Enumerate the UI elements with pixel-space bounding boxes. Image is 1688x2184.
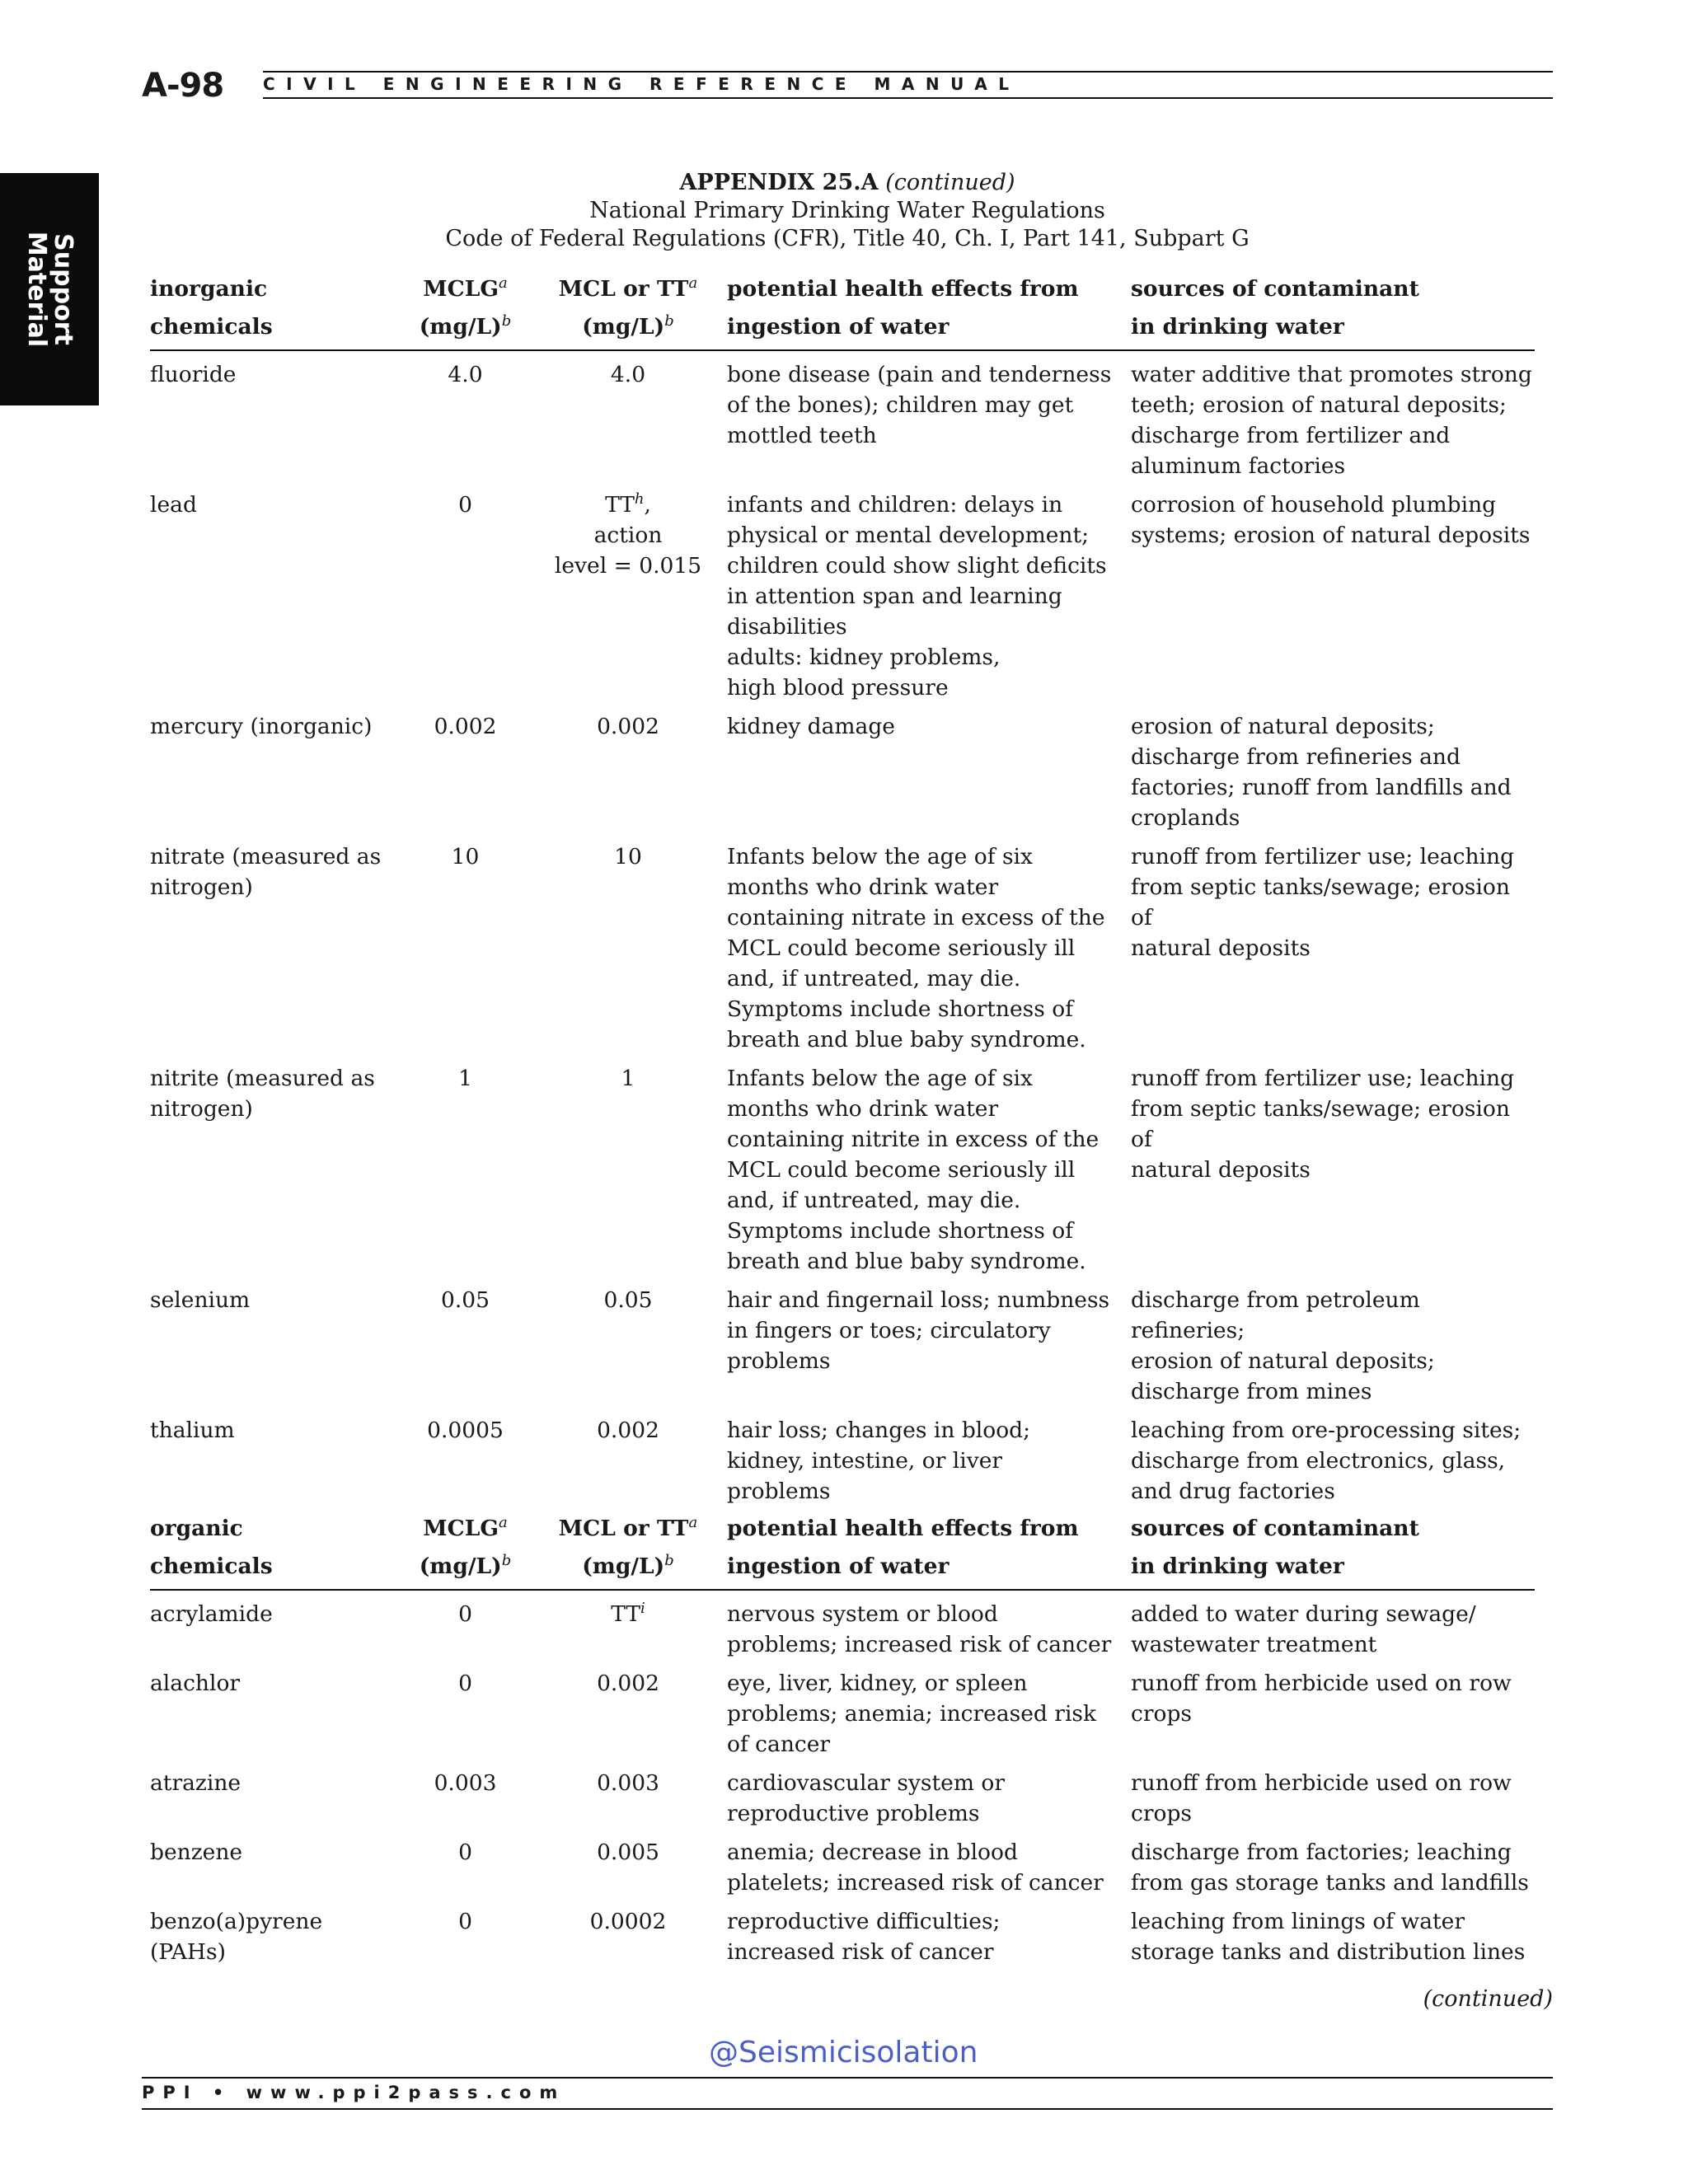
table-row [150,1055,1535,1277]
health-effects-cell: hair loss; changes in blood; kidney, intestine, or liver problems [727,1418,1031,1504]
health-effects-cell: reproductive difficulties; increased risk of cancer [727,1909,1001,1965]
organic-chemicals-table [150,1510,1535,1967]
header-health-effects: potential health effects from ingestion of water [727,270,1131,350]
mcl-cell: 0.002 [597,1671,659,1696]
health-effects-cell: kidney damage [727,714,895,739]
mcl-cell: 4.0 [610,362,646,387]
table-row [150,350,1535,481]
health-effects-cell: anemia; decrease in blood platelets; increased risk of cancer [727,1840,1104,1896]
health-effects-cell: cardiovascular system or reproductive problems [727,1770,1006,1826]
sources-cell: discharge from petroleum refineries; erosion of natural deposits; discharge from mines [1131,1287,1435,1404]
mclg-cell: 0 [458,1671,472,1696]
mclg-cell: 0 [458,1601,472,1627]
mclg-cell: 4.0 [448,362,483,387]
mcl-cell: 0.002 [597,1418,659,1443]
table-row [150,1590,1535,1660]
sources-cell: water additive that promotes strong teeth; erosion of natural deposits; discharge from fertilizer and aluminum factories [1131,362,1532,479]
table-row [150,833,1535,1055]
header-chemicals: inorganic chemicals [150,270,401,350]
mcl-cell: $TT^h$, action level = 0.015 [554,490,702,579]
chemical-name-cell: selenium [150,1287,251,1313]
sources-cell: runoff from herbicide used on row crops [1131,1770,1512,1826]
table-row [150,703,1535,833]
sources-cell: corrosion of household plumbing systems; erosion of natural deposits [1131,492,1531,548]
sources-cell: discharge from factories; leaching from gas storage tanks and landfills [1131,1840,1529,1896]
footer-publisher: PPI • www.ppi2pass.com [142,2083,566,2102]
table-caption [142,169,1553,253]
side-tab-label: Support Material [22,231,77,348]
mclg-cell: 1 [458,1066,472,1091]
mclg-cell: 10 [451,844,480,869]
header-mclg: MCLG$^a$ $(mg/L)^b$ [401,270,529,350]
inorganic-chemicals-table [150,270,1535,1507]
caption-line-2: National Primary Drinking Water Regulations [589,198,1105,223]
mcl-cell: 0.003 [597,1770,659,1796]
sources-cell: leaching from ore-processing sites; discharge from electronics, glass, and drug factories [1131,1418,1522,1504]
header-mcl: MCL or $TT^a$ $(mg/L)^b$ [529,270,727,350]
chemical-name-cell: benzo(a)pyrene (PAHs) [150,1909,323,1965]
header-rule-bottom [263,97,1553,99]
mclg-cell: 0.002 [434,714,497,739]
table-header-row [150,270,1535,350]
mclg-cell: 0 [458,492,472,518]
running-title: CIVIL ENGINEERING REFERENCE MANUAL [263,74,1020,94]
header-health-effects: potential health effects from ingestion of water [727,1510,1131,1590]
health-effects-cell: infants and children: delays in physical or mental development; children could show slight deficits in attention span and learning disabilities adults: kidney problems, high blood pressure [727,492,1107,701]
header-chemicals: organic chemicals [150,1510,401,1590]
table-row [150,1829,1535,1898]
table-row [150,1277,1535,1407]
mcl-cell: 1 [621,1066,635,1091]
organic-table-body [150,1590,1535,1967]
health-effects-cell: hair and fingernail loss; numbness in fingers or toes; circulatory problems [727,1287,1110,1374]
mclg-cell: 0 [458,1909,472,1934]
health-effects-cell: Infants below the age of six months who drink water containing nitrate in excess of the MCL could become seriously ill and, if untreated, may die. Symptoms include shortness of breath and blue baby syndrome. [727,844,1105,1052]
watermark-text: @Seismicisolation [709,2036,978,2069]
health-effects-cell: nervous system or blood problems; increased risk of cancer [727,1601,1112,1657]
mcl-cell: 0.002 [597,714,659,739]
table-header-row [150,1510,1535,1590]
mcl-cell: 0.0002 [589,1909,667,1934]
mcl-cell: 0.005 [597,1840,659,1865]
header-sources: sources of contaminant in drinking water [1131,1510,1535,1590]
table-row [150,1898,1535,1967]
appendix-continued: (continued) [885,170,1015,195]
sources-cell: leaching from linings of water storage tanks and distribution lines [1131,1909,1526,1965]
chemical-name-cell: lead [150,492,197,518]
health-effects-cell: eye, liver, kidney, or spleen problems; anemia; increased risk of cancer [727,1671,1097,1757]
chemical-name-cell: acrylamide [150,1601,273,1627]
sources-cell: runoff from fertilizer use; leaching from septic tanks/sewage; erosion of natural deposits [1131,1066,1515,1183]
sources-cell: runoff from fertilizer use; leaching from septic tanks/sewage; erosion of natural deposits [1131,844,1515,961]
header-sources: sources of contaminant in drinking water [1131,270,1535,350]
health-effects-cell: Infants below the age of six months who drink water containing nitrite in excess of the MCL could become seriously ill and, if untreated, may die. Symptoms include shortness of breath and blue baby syndrome. [727,1066,1100,1274]
mclg-cell: 0.05 [440,1287,490,1313]
chemical-name-cell: fluoride [150,362,237,387]
mclg-cell: 0.003 [434,1770,497,1796]
sources-cell: runoff from herbicide used on row crops [1131,1671,1512,1727]
sources-cell: erosion of natural deposits; discharge from refineries and factories; runoff from landfills and croplands [1131,714,1512,831]
sources-cell: added to water during sewage/ wastewater treatment [1131,1601,1476,1657]
continued-note: (continued) [1423,1986,1553,2012]
chemical-name-cell: benzene [150,1840,243,1865]
header-mcl: MCL or $TT^a$ $(mg/L)^b$ [529,1510,727,1590]
mclg-cell: 0.0005 [427,1418,504,1443]
caption-line-3: Code of Federal Regulations (CFR), Title 40, Ch. I, Part 141, Subpart G [445,226,1250,251]
chemical-name-cell: mercury (inorganic) [150,714,373,739]
mclg-cell: 0 [458,1840,472,1865]
footer-rule-bottom [142,2108,1553,2110]
mcl-cell: 0.05 [603,1287,653,1313]
page-number: A-98 [142,67,224,105]
table-row [150,1407,1535,1507]
chemical-name-cell: alachlor [150,1671,241,1696]
header-mclg: MCLG$^a$ $(mg/L)^b$ [401,1510,529,1590]
chemical-name-cell: atrazine [150,1770,241,1796]
table-row [150,1760,1535,1829]
caption-line-1 [142,169,1553,197]
header-rule-top [263,71,1553,73]
health-effects-cell: bone disease (pain and tenderness of the bones); children may get mottled teeth [727,362,1112,448]
table-row [150,481,1535,703]
table-row [150,1660,1535,1760]
footer-rule-top [142,2077,1553,2079]
chemical-name-cell: nitrate (measured as nitrogen) [150,844,382,900]
mcl-cell: $TT^i$ [611,1600,645,1627]
inorganic-table-body [150,350,1535,1507]
chemical-name-cell: thalium [150,1418,235,1443]
appendix-label: APPENDIX 25.A [679,170,879,195]
page-header [142,66,1553,105]
chemical-name-cell: nitrite (measured as nitrogen) [150,1066,375,1122]
mcl-cell: 10 [614,844,642,869]
section-side-tab [0,173,99,405]
